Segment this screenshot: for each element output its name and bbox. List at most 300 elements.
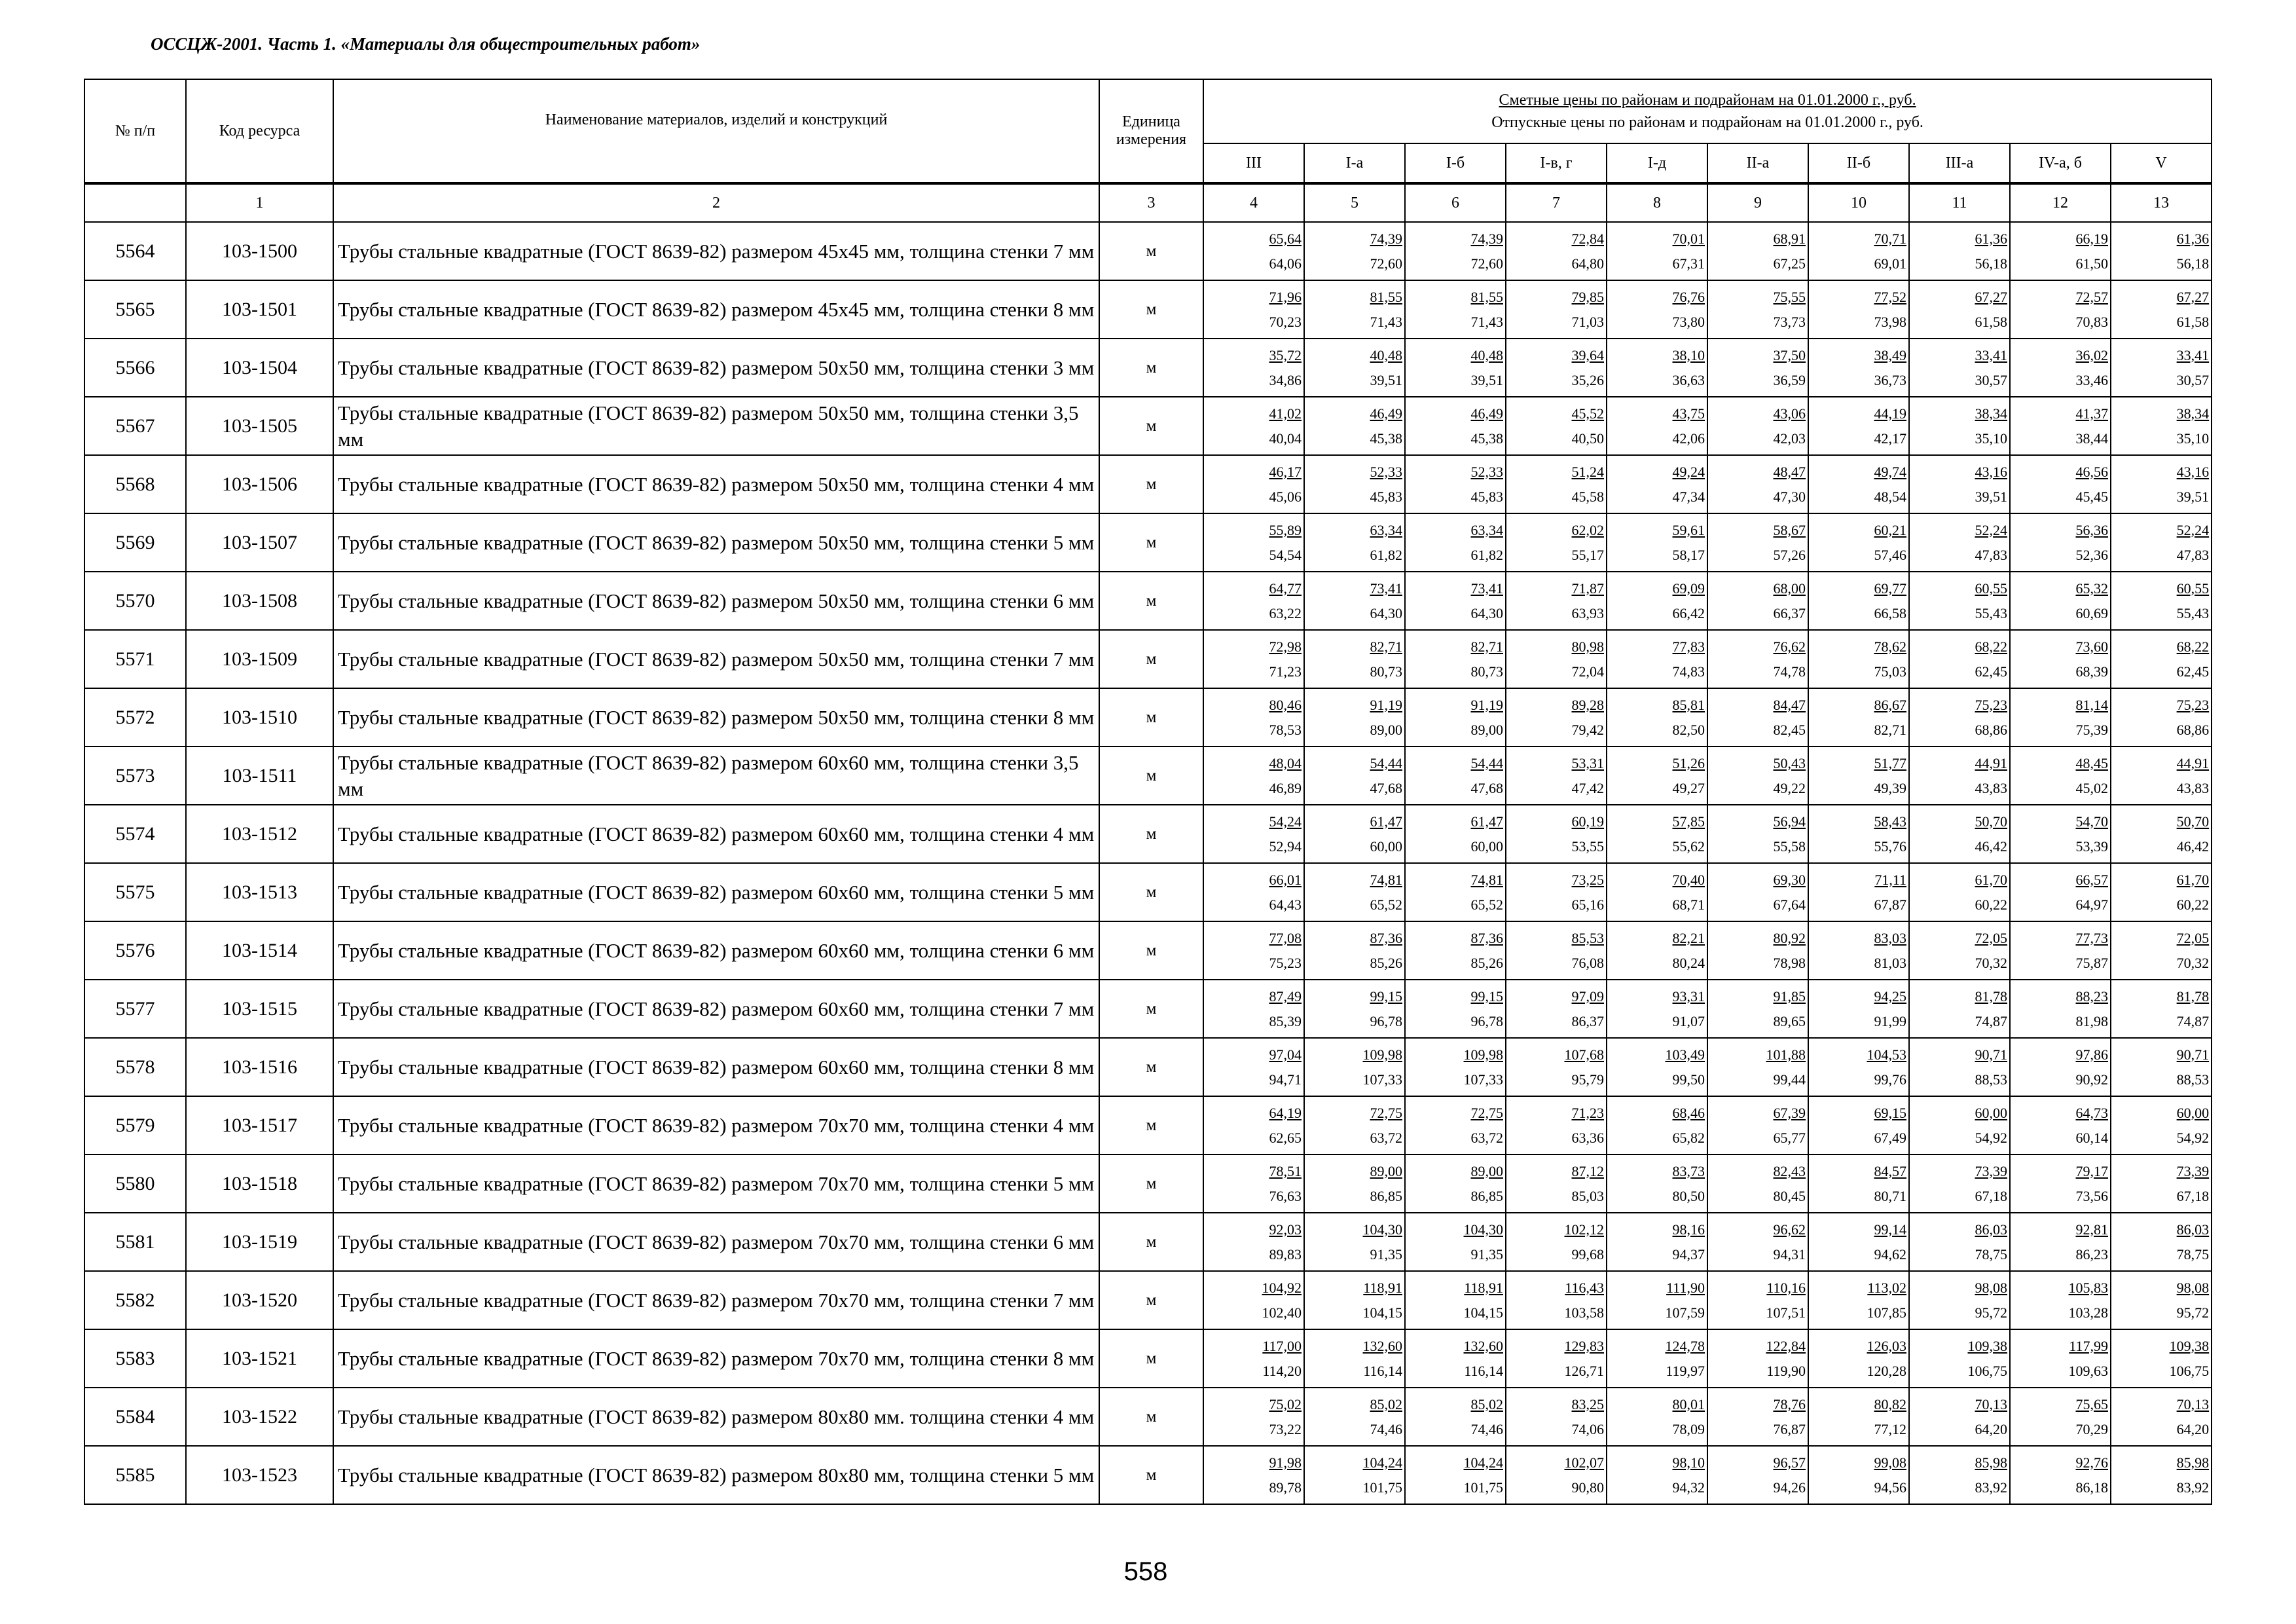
header-region: III: [1203, 143, 1304, 183]
release-price: 45,83: [1470, 488, 1503, 505]
material-name: Трубы стальные квадратные (ГОСТ 8639-82) размером 60х60 мм, толщина стенки 8 мм: [333, 1038, 1099, 1096]
estimate-price: 91,19: [1470, 696, 1503, 713]
release-price: 107,33: [1463, 1071, 1503, 1088]
release-price: 65,52: [1370, 896, 1402, 913]
unit-cell: м: [1099, 805, 1203, 863]
release-price: 94,62: [1874, 1246, 1906, 1263]
release-price: 75,03: [1874, 663, 1906, 680]
price-cell: [1707, 455, 1808, 513]
estimate-price: 126,03: [1867, 1337, 1906, 1354]
estimate-price: 40,48: [1370, 346, 1402, 363]
material-name: Трубы стальные квадратные (ГОСТ 8639-82) размером 70х70 мм, толщина стенки 6 мм: [333, 1213, 1099, 1271]
release-price: 82,50: [1672, 721, 1705, 738]
release-price: 63,93: [1571, 604, 1604, 621]
release-price: 91,99: [1874, 1012, 1906, 1029]
price-cell: [1909, 1038, 2010, 1096]
release-price: 74,46: [1370, 1420, 1402, 1437]
resource-code: 103-1515: [186, 980, 333, 1038]
price-cell: [1405, 455, 1506, 513]
material-name: Трубы стальные квадратные (ГОСТ 8639-82) размером 80х80 мм, толщина стенки 5 мм: [333, 1446, 1099, 1504]
price-cell: [1607, 1329, 1707, 1388]
estimate-price: 75,55: [1773, 288, 1806, 305]
price-cell: [1808, 1446, 1909, 1504]
price-cell: [2010, 1271, 2111, 1329]
estimate-price: 76,76: [1672, 288, 1705, 305]
release-price: 107,33: [1362, 1071, 1402, 1088]
price-cell: [1808, 921, 1909, 980]
estimate-price: 61,47: [1370, 813, 1402, 830]
price-cell: [1607, 1038, 1707, 1096]
estimate-price: 87,36: [1470, 929, 1503, 946]
row-number: 5573: [84, 747, 186, 805]
release-price: 80,73: [1370, 663, 1402, 680]
estimate-price: 85,53: [1571, 929, 1604, 946]
estimate-price: 66,19: [2075, 230, 2108, 247]
release-price: 99,50: [1672, 1071, 1705, 1088]
release-price: 61,50: [2075, 255, 2108, 272]
estimate-price: 46,49: [1470, 405, 1503, 422]
price-cell: [1203, 572, 1304, 630]
price-cell: [1707, 1388, 1808, 1446]
estimate-price: 99,08: [1874, 1454, 1906, 1471]
release-price: 79,42: [1571, 721, 1604, 738]
material-name: Трубы стальные квадратные (ГОСТ 8639-82) размером 70х70 мм, толщина стенки 5 мм: [333, 1154, 1099, 1213]
table-row: [84, 805, 2212, 863]
estimate-price: 58,67: [1773, 521, 1806, 538]
estimate-price: 118,91: [1464, 1279, 1503, 1296]
estimate-price: 46,17: [1269, 463, 1302, 480]
row-number: 5565: [84, 280, 186, 339]
release-price: 60,69: [2075, 604, 2108, 621]
price-cell: [1909, 339, 2010, 397]
price-cell: [1203, 397, 1304, 455]
estimate-price: 76,62: [1773, 638, 1806, 655]
estimate-price: 102,07: [1564, 1454, 1604, 1471]
price-cell: [2010, 921, 2111, 980]
price-cell: [2010, 1154, 2111, 1213]
resource-code: 103-1517: [186, 1096, 333, 1154]
price-cell: [1909, 455, 2010, 513]
release-price: 67,87: [1874, 896, 1906, 913]
estimate-price: 116,43: [1565, 1279, 1604, 1296]
release-price: 82,45: [1773, 721, 1806, 738]
price-cell: [1405, 397, 1506, 455]
resource-code: 103-1510: [186, 688, 333, 747]
price-cell: [1203, 747, 1304, 805]
table-row: [84, 1213, 2212, 1271]
release-price: 55,62: [1672, 838, 1705, 855]
release-price: 94,26: [1773, 1479, 1806, 1496]
material-name: Трубы стальные квадратные (ГОСТ 8639-82) размером 50х50 мм, толщина стенки 3 мм: [333, 339, 1099, 397]
unit-cell: м: [1099, 1038, 1203, 1096]
release-price: 45,38: [1370, 430, 1402, 447]
price-cell: [1909, 397, 2010, 455]
estimate-price: 50,43: [1773, 754, 1806, 771]
release-price: 47,68: [1370, 779, 1402, 796]
estimate-price: 48,47: [1773, 463, 1806, 480]
release-price: 47,83: [2176, 546, 2210, 563]
estimate-price: 97,09: [1571, 987, 1604, 1005]
estimate-price: 61,47: [1470, 813, 1503, 830]
estimate-price: 43,16: [2176, 463, 2210, 480]
unit-cell: м: [1099, 1329, 1203, 1388]
table-row: [84, 1271, 2212, 1329]
estimate-price: 85,98: [2176, 1454, 2210, 1471]
estimate-price: 96,57: [1773, 1454, 1806, 1471]
estimate-price: 113,02: [1867, 1279, 1906, 1296]
price-cell: [1607, 921, 1707, 980]
resource-code: 103-1507: [186, 513, 333, 572]
price-cell: [1707, 572, 1808, 630]
estimate-price: 85,98: [1975, 1454, 2007, 1471]
price-cell: [1909, 980, 2010, 1038]
estimate-price: 60,55: [2176, 580, 2210, 597]
estimate-price: 101,88: [1766, 1046, 1806, 1063]
material-name: Трубы стальные квадратные (ГОСТ 8639-82) размером 60х60 мм, толщина стенки 6 мм: [333, 921, 1099, 980]
release-price: 48,54: [1874, 488, 1906, 505]
price-cell: [1304, 921, 1405, 980]
price-cell: [1304, 572, 1405, 630]
release-price: 80,50: [1672, 1187, 1705, 1204]
price-cell: [2111, 1038, 2212, 1096]
price-cell: [1607, 397, 1707, 455]
release-price: 67,31: [1672, 255, 1705, 272]
estimate-price: 54,24: [1269, 813, 1302, 830]
column-number: 12: [2010, 183, 2111, 222]
unit-cell: м: [1099, 222, 1203, 280]
column-number: 6: [1405, 183, 1506, 222]
column-number: 5: [1304, 183, 1405, 222]
price-cell: [1405, 1038, 1506, 1096]
price-cell: [1607, 980, 1707, 1038]
release-price: 54,54: [1269, 546, 1302, 563]
estimate-price: 44,91: [1975, 754, 2007, 771]
price-cell: [1405, 339, 1506, 397]
price-cell: [2111, 1329, 2212, 1388]
release-price: 45,83: [1370, 488, 1402, 505]
estimate-price: 109,98: [1362, 1046, 1402, 1063]
estimate-price: 104,92: [1262, 1279, 1302, 1296]
resource-code: 103-1512: [186, 805, 333, 863]
price-cell: [1707, 1038, 1808, 1096]
release-price: 114,20: [1262, 1362, 1302, 1379]
release-price: 107,51: [1766, 1304, 1806, 1321]
row-number: 5575: [84, 863, 186, 921]
header-code: Код ресурса: [186, 79, 333, 183]
estimate-price: 82,43: [1773, 1162, 1806, 1179]
price-cell: [1304, 747, 1405, 805]
material-name: Трубы стальные квадратные (ГОСТ 8639-82) размером 50х50 мм, толщина стенки 5 мм: [333, 513, 1099, 572]
estimate-price: 73,39: [1975, 1162, 2007, 1179]
release-price: 52,36: [2075, 546, 2108, 563]
price-cell: [1607, 1388, 1707, 1446]
price-cell: [1909, 222, 2010, 280]
release-price: 68,86: [1975, 721, 2007, 738]
header-region: I-в, г: [1506, 143, 1607, 183]
release-price: 78,75: [2176, 1246, 2210, 1263]
price-cell: [1808, 280, 1909, 339]
price-cell: [1405, 1388, 1506, 1446]
price-cell: [2111, 980, 2212, 1038]
estimate-price: 109,38: [1967, 1337, 2007, 1354]
estimate-price: 85,02: [1370, 1395, 1402, 1412]
estimate-price: 69,30: [1773, 871, 1806, 888]
release-price: 94,71: [1269, 1071, 1302, 1088]
release-price: 72,04: [1571, 663, 1604, 680]
estimate-price: 69,15: [1874, 1104, 1906, 1121]
estimate-price: 109,98: [1463, 1046, 1503, 1063]
release-price: 71,03: [1571, 313, 1604, 330]
price-cell: [1607, 1446, 1707, 1504]
estimate-price: 82,71: [1370, 638, 1402, 655]
estimate-price: 70,01: [1672, 230, 1705, 247]
estimate-price: 46,56: [2075, 463, 2108, 480]
release-price: 104,15: [1362, 1304, 1402, 1321]
price-cell: [1707, 280, 1808, 339]
resource-code: 103-1505: [186, 397, 333, 455]
estimate-price: 51,26: [1672, 754, 1705, 771]
price-cell: [1808, 688, 1909, 747]
table-row: [84, 397, 2212, 455]
table-row: [84, 1154, 2212, 1213]
price-cell: [1304, 397, 1405, 455]
table-row: [84, 455, 2212, 513]
estimate-price: 74,81: [1370, 871, 1402, 888]
estimate-price: 75,23: [1975, 696, 2007, 713]
price-cell: [1808, 863, 1909, 921]
release-price: 58,17: [1672, 546, 1705, 563]
release-price: 72,60: [1470, 255, 1503, 272]
price-cell: [1506, 222, 1607, 280]
price-cell: [1304, 1446, 1405, 1504]
price-cell: [1909, 513, 2010, 572]
price-cell: [1607, 863, 1707, 921]
price-table: [84, 79, 2212, 1505]
row-number: 5568: [84, 455, 186, 513]
material-name: Трубы стальные квадратные (ГОСТ 8639-82) размером 50х50 мм, толщина стенки 6 мм: [333, 572, 1099, 630]
estimate-price: 104,30: [1362, 1221, 1402, 1238]
table-row: [84, 1038, 2212, 1096]
release-price: 63,22: [1269, 604, 1302, 621]
estimate-price: 84,47: [1773, 696, 1806, 713]
price-cell: [1405, 1096, 1506, 1154]
estimate-price: 98,08: [2176, 1279, 2210, 1296]
header-region: I-б: [1405, 143, 1506, 183]
release-price: 62,45: [2176, 663, 2210, 680]
estimate-price: 73,60: [2075, 638, 2108, 655]
price-cell: [2010, 280, 2111, 339]
release-price: 88,53: [1975, 1071, 2007, 1088]
estimate-price: 60,19: [1571, 813, 1604, 830]
price-cell: [2010, 863, 2111, 921]
release-price: 47,68: [1470, 779, 1503, 796]
release-price: 35,10: [2176, 430, 2210, 447]
material-name: Трубы стальные квадратные (ГОСТ 8639-82) размером 80х80 мм. толщина стенки 4 мм: [333, 1388, 1099, 1446]
release-price: 36,59: [1773, 371, 1806, 388]
estimate-price: 90,71: [2176, 1046, 2210, 1063]
price-cell: [2010, 747, 2111, 805]
row-number: 5577: [84, 980, 186, 1038]
price-cell: [1506, 688, 1607, 747]
table-row: [84, 1388, 2212, 1446]
price-cell: [2111, 805, 2212, 863]
estimate-price: 61,36: [2176, 230, 2210, 247]
price-cell: [1808, 747, 1909, 805]
row-number: 5585: [84, 1446, 186, 1504]
resource-code: 103-1519: [186, 1213, 333, 1271]
estimate-price: 99,14: [1874, 1221, 1906, 1238]
price-cell: [1607, 455, 1707, 513]
release-price: 30,57: [1975, 371, 2007, 388]
release-price: 55,17: [1571, 546, 1604, 563]
row-number: 5579: [84, 1096, 186, 1154]
release-price: 106,75: [1967, 1362, 2007, 1379]
release-price: 57,46: [1874, 546, 1906, 563]
price-cell: [1808, 397, 1909, 455]
release-price: 35,26: [1571, 371, 1604, 388]
price-cell: [2111, 688, 2212, 747]
estimate-price: 65,32: [2075, 580, 2108, 597]
price-cell: [1909, 747, 2010, 805]
price-cell: [1909, 1213, 2010, 1271]
estimate-price: 38,34: [1975, 405, 2007, 422]
release-price: 36,73: [1874, 371, 1906, 388]
estimate-price: 87,12: [1571, 1162, 1604, 1179]
price-cell: [2010, 688, 2111, 747]
table-row: [84, 513, 2212, 572]
price-cell: [1203, 1038, 1304, 1096]
release-price: 62,65: [1269, 1129, 1302, 1146]
price-cell: [1707, 1154, 1808, 1213]
estimate-price: 69,77: [1874, 580, 1906, 597]
price-cell: [1808, 1271, 1909, 1329]
release-price: 64,80: [1571, 255, 1604, 272]
price-cell: [2111, 1388, 2212, 1446]
row-number: 5567: [84, 397, 186, 455]
price-cell: [2010, 1446, 2111, 1504]
price-cell: [1909, 863, 2010, 921]
estimate-price: 50,70: [2176, 813, 2210, 830]
unit-cell: м: [1099, 1096, 1203, 1154]
estimate-price: 80,98: [1571, 638, 1604, 655]
release-price: 88,53: [2176, 1071, 2210, 1088]
price-cell: [1808, 513, 1909, 572]
estimate-price: 79,17: [2075, 1162, 2108, 1179]
estimate-price: 53,31: [1571, 754, 1604, 771]
estimate-price: 75,23: [2176, 696, 2210, 713]
unit-cell: м: [1099, 339, 1203, 397]
estimate-price: 93,31: [1672, 987, 1705, 1005]
material-name: Трубы стальные квадратные (ГОСТ 8639-82) размером 50х50 мм, толщина стенки 8 мм: [333, 688, 1099, 747]
price-cell: [1304, 863, 1405, 921]
price-cell: [1405, 1271, 1506, 1329]
estimate-price: 98,08: [1975, 1279, 2007, 1296]
release-price: 101,75: [1463, 1479, 1503, 1496]
estimate-price: 55,89: [1269, 521, 1302, 538]
release-price: 71,43: [1470, 313, 1503, 330]
price-cell: [1203, 688, 1304, 747]
estimate-price: 68,91: [1773, 230, 1806, 247]
price-cell: [1506, 280, 1607, 339]
estimate-price: 110,16: [1766, 1279, 1806, 1296]
estimate-price: 111,90: [1666, 1279, 1705, 1296]
estimate-price: 71,23: [1571, 1104, 1604, 1121]
estimate-price: 73,41: [1470, 580, 1503, 597]
material-name: Трубы стальные квадратные (ГОСТ 8639-82) размером 45х45 мм, толщина стенки 8 мм: [333, 280, 1099, 339]
unit-cell: м: [1099, 688, 1203, 747]
price-cell: [1707, 513, 1808, 572]
release-price: 86,37: [1571, 1012, 1604, 1029]
price-cell: [1808, 1388, 1909, 1446]
estimate-price: 73,41: [1370, 580, 1402, 597]
price-cell: [1506, 1038, 1607, 1096]
price-cell: [1707, 1446, 1808, 1504]
price-cell: [1607, 222, 1707, 280]
price-cell: [1304, 688, 1405, 747]
price-cell: [1909, 1154, 2010, 1213]
estimate-price: 62,02: [1571, 521, 1604, 538]
estimate-price: 38,10: [1672, 346, 1705, 363]
estimate-price: 65,64: [1269, 230, 1302, 247]
price-cell: [1707, 397, 1808, 455]
price-cell: [1203, 1271, 1304, 1329]
price-cell: [1405, 1154, 1506, 1213]
release-price: 57,26: [1773, 546, 1806, 563]
estimate-price: 46,49: [1370, 405, 1402, 422]
estimate-price: 64,77: [1269, 580, 1302, 597]
release-price: 86,23: [2075, 1246, 2108, 1263]
estimate-price: 73,39: [2176, 1162, 2210, 1179]
resource-code: 103-1500: [186, 222, 333, 280]
unit-cell: м: [1099, 1154, 1203, 1213]
estimate-price: 77,83: [1672, 638, 1705, 655]
price-cell: [1607, 805, 1707, 863]
price-cell: [1909, 688, 2010, 747]
release-price: 89,78: [1269, 1479, 1302, 1496]
estimate-price: 54,44: [1470, 754, 1503, 771]
estimate-price: 71,11: [1874, 871, 1906, 888]
estimate-price: 33,41: [1975, 346, 2007, 363]
estimate-price: 129,83: [1564, 1337, 1604, 1354]
row-number: 5581: [84, 1213, 186, 1271]
price-cell: [2010, 397, 2111, 455]
release-price: 30,57: [2176, 371, 2210, 388]
estimate-price: 104,30: [1463, 1221, 1503, 1238]
estimate-price: 43,06: [1773, 405, 1806, 422]
estimate-price: 63,34: [1470, 521, 1503, 538]
estimate-price: 109,38: [2169, 1337, 2210, 1354]
estimate-price: 104,53: [1867, 1046, 1906, 1063]
price-cell: [1203, 339, 1304, 397]
price-cell: [2111, 1271, 2212, 1329]
row-number: 5584: [84, 1388, 186, 1446]
unit-cell: м: [1099, 397, 1203, 455]
release-price: 76,08: [1571, 954, 1604, 971]
release-price: 70,29: [2075, 1420, 2108, 1437]
table-row: [84, 222, 2212, 280]
release-price: 72,60: [1370, 255, 1402, 272]
price-cell: [1405, 630, 1506, 688]
estimate-price: 50,70: [1975, 813, 2007, 830]
price-cell: [2010, 1096, 2111, 1154]
table-row: [84, 630, 2212, 688]
unit-cell: м: [1099, 572, 1203, 630]
release-price: 85,26: [1470, 954, 1503, 971]
price-cell: [1909, 630, 2010, 688]
running-header: ОССЦЖ-2001. Часть 1. «Материалы для общестроительных работ»: [151, 34, 701, 54]
estimate-price: 70,13: [2176, 1395, 2210, 1412]
estimate-price: 132,60: [1463, 1337, 1503, 1354]
